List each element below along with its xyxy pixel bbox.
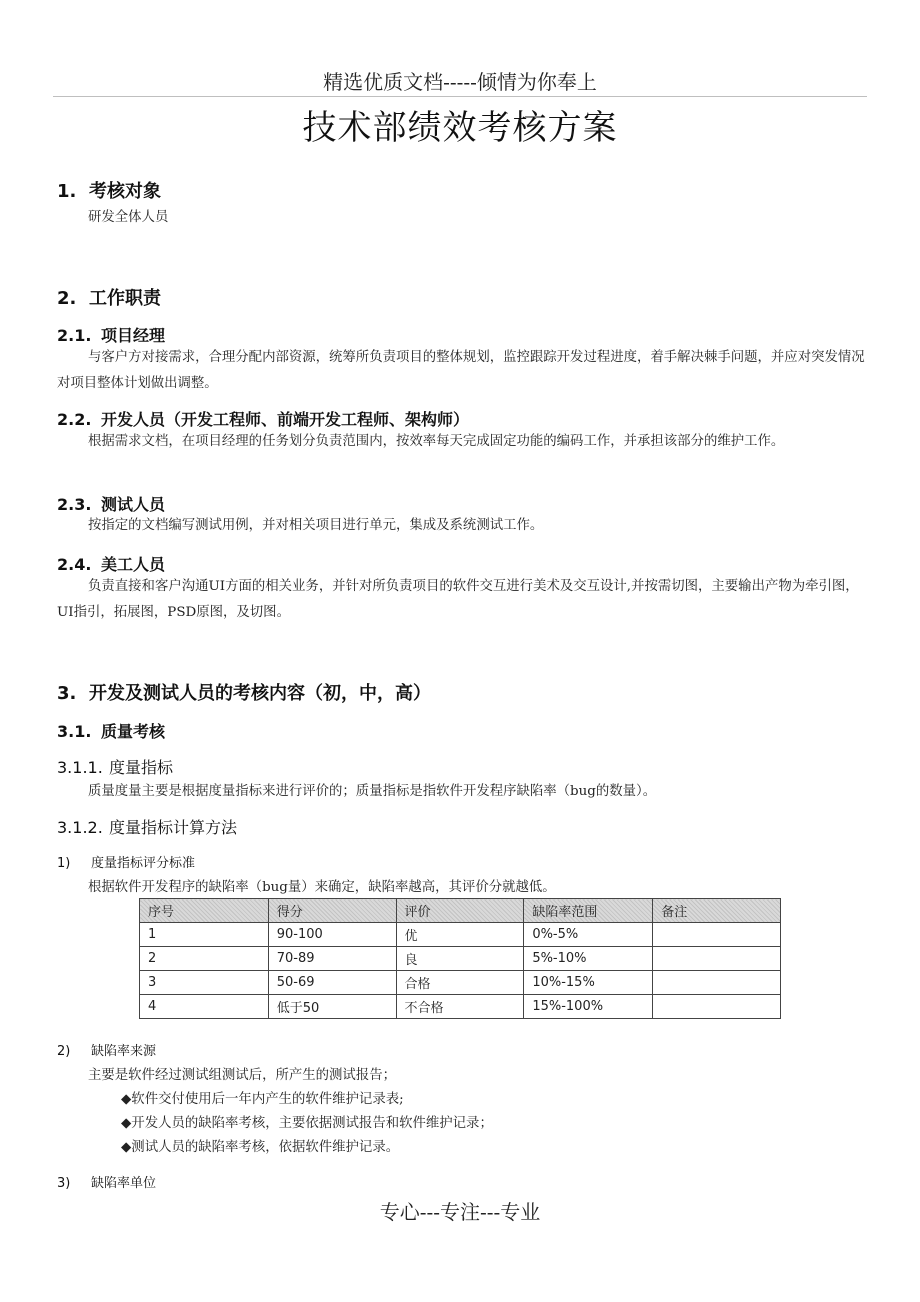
section-title: 美工人员 — [101, 555, 166, 574]
table-cell: 10%-15% — [524, 971, 653, 995]
table-row — [140, 995, 781, 1019]
header-cell-score: 得分 — [268, 899, 396, 923]
bullet-item: ◆开发人员的缺陷率考核，主要依据测试报告和软件维护记录； — [121, 1116, 493, 1131]
header-cell-defect-range: 缺陷率范围 — [524, 899, 653, 923]
section-title: 工作职责 — [89, 288, 161, 309]
table-cell: 良 — [396, 947, 524, 971]
page-header: 精选优质文档-----倾情为你奉上 — [323, 70, 597, 94]
table-cell: 3 — [140, 971, 269, 995]
item-number: 2) — [57, 1044, 71, 1059]
table-cell — [653, 923, 781, 947]
section-number: 2.2. — [57, 410, 92, 429]
section-title: 开发人员（开发工程师、前端开发工程师、架构师） — [101, 410, 470, 429]
section-number: 2.4. — [57, 555, 92, 574]
section-2-1-body: 与客户方对接需求，合理分配内部资源，统筹所负责项目的整体规划，监控跟踪开发过程进度，着手解决棘手问题，并应对突发情况对项目整体计划做出调整。 — [57, 350, 865, 391]
section-number: 2.3. — [57, 495, 92, 514]
table-cell: 2 — [140, 947, 269, 971]
section-2-4-body: 负责直接和客户沟通UI方面的相关业务，并针对所负责项目的软件交互进行美术及交互设计,并按需切图，主要输出产物为牵引图，UI指引，拓展图，PSD原图，及切图。 — [57, 579, 859, 620]
section-number: 3.1.1. — [57, 758, 103, 777]
section-title: 开发及测试人员的考核内容（初，中，高） — [89, 683, 431, 704]
section-2-heading — [57, 284, 161, 310]
section-3-1-1-body: 质量度量主要是根据度量指标来进行评价的；质量指标是指软件开发程序缺陷率（bug的数量）。 — [88, 784, 657, 799]
list-item-2-body: 主要是软件经过测试组测试后，所产生的测试报告； — [88, 1068, 396, 1083]
table-cell: 不合格 — [396, 995, 524, 1019]
section-title: 度量指标计算方法 — [109, 818, 238, 837]
table-cell — [653, 995, 781, 1019]
section-title: 考核对象 — [89, 181, 161, 202]
score-table — [139, 898, 781, 1019]
section-number: 3. — [57, 683, 77, 704]
item-title: 缺陷率来源 — [91, 1044, 157, 1059]
section-2-2-body: 根据需求文档，在项目经理的任务划分负责范围内，按效率每天完成固定功能的编码工作，并承担该部分的维护工作。 — [88, 434, 785, 449]
section-title: 项目经理 — [101, 326, 166, 345]
bullet-item: ◆软件交付使用后一年内产生的软件维护记录表; — [121, 1092, 404, 1107]
list-item-1-body: 根据软件开发程序的缺陷率（bug量）来确定，缺陷率越高，其评价分就越低。 — [88, 880, 556, 895]
table-cell: 低于50 — [268, 995, 396, 1019]
bullet-item: ◆测试人员的缺陷率考核，依据软件维护记录。 — [121, 1140, 400, 1155]
table-cell: 15%-100% — [524, 995, 653, 1019]
document-title: 技术部绩效考核方案 — [302, 108, 618, 148]
table-cell: 合格 — [396, 971, 524, 995]
table-cell: 90-100 — [268, 923, 396, 947]
section-number: 1. — [57, 181, 77, 202]
section-number: 3.1.2. — [57, 818, 103, 837]
section-3-1-2-heading — [57, 815, 237, 838]
header-rule — [53, 96, 867, 97]
section-number: 2.1. — [57, 326, 92, 345]
table-row — [140, 947, 781, 971]
header-cell-rating: 评价 — [396, 899, 524, 923]
item-number: 3) — [57, 1176, 71, 1191]
section-3-1-heading — [57, 719, 165, 742]
table-cell: 4 — [140, 995, 269, 1019]
section-title: 质量考核 — [101, 722, 166, 741]
list-item-1 — [57, 852, 195, 871]
page-footer: 专心---专注---专业 — [379, 1200, 541, 1224]
section-2-1-heading — [57, 323, 165, 346]
section-title: 测试人员 — [101, 495, 166, 514]
item-number: 1) — [57, 856, 71, 871]
table-row — [140, 923, 781, 947]
table-cell — [653, 971, 781, 995]
table-cell: 1 — [140, 923, 269, 947]
table-cell: 0%-5% — [524, 923, 653, 947]
section-1-heading — [57, 177, 161, 203]
table-row — [140, 971, 781, 995]
table-cell: 70-89 — [268, 947, 396, 971]
table-header-row — [140, 899, 781, 923]
section-2-3-body: 按指定的文档编写测试用例，并对相关项目进行单元，集成及系统测试工作。 — [88, 518, 544, 533]
table-cell: 优 — [396, 923, 524, 947]
section-2-2-heading — [57, 407, 469, 430]
item-title: 缺陷率单位 — [91, 1176, 157, 1191]
item-title: 度量指标评分标准 — [91, 856, 196, 871]
header-cell-remark: 备注 — [653, 899, 781, 923]
section-3-1-1-heading — [57, 755, 173, 778]
section-2-4-heading — [57, 552, 165, 575]
section-1-body: 研发全体人员 — [88, 210, 169, 225]
table-cell: 5%-10% — [524, 947, 653, 971]
section-number: 2. — [57, 288, 77, 309]
list-item-2 — [57, 1040, 156, 1059]
section-number: 3.1. — [57, 722, 92, 741]
table-cell — [653, 947, 781, 971]
header-cell-index: 序号 — [140, 899, 269, 923]
section-3-heading — [57, 679, 431, 705]
section-2-3-heading — [57, 492, 165, 515]
table-cell: 50-69 — [268, 971, 396, 995]
section-title: 度量指标 — [109, 758, 174, 777]
list-item-3 — [57, 1172, 156, 1191]
